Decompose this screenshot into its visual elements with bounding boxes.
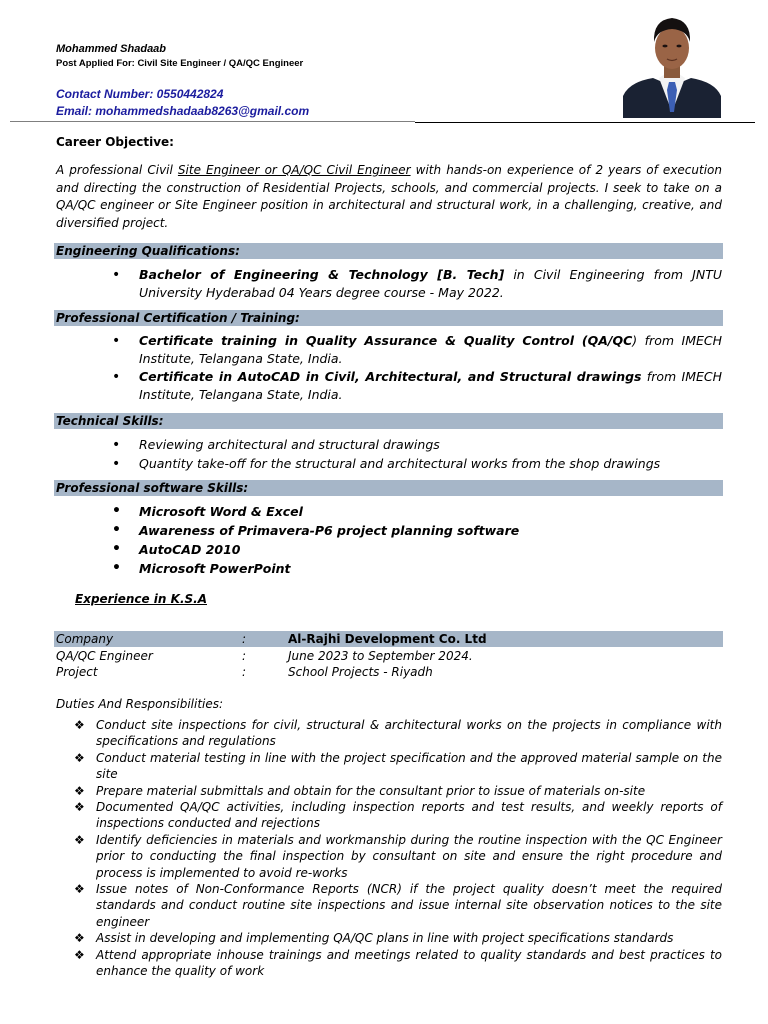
row-separator: : [242,649,247,663]
diamond-bullet-icon: ❖ [74,947,85,962]
list-item: • Microsoft Word & Excel [112,502,722,521]
certification-heading: Professional Certification / Training: [54,310,723,326]
list-item: ❖ Conduct site inspections for civil, structural & architectural works on the projects in compliance with specifications and regulations [74,718,722,749]
career-objective-heading: Career Objective: [56,135,174,149]
row-value: Al-Rajhi Development Co. Ltd [288,632,487,646]
list-item: • Awareness of Primavera-P6 project planning software [112,521,722,540]
technical-skills-list [112,436,722,473]
row-separator: : [242,632,247,646]
qualifications-heading: Engineering Qualifications: [54,243,723,259]
header-divider-left [10,121,415,122]
diamond-bullet-icon: ❖ [74,750,85,765]
diamond-bullet-icon: ❖ [74,832,85,847]
row-value: School Projects - Riyadh [288,665,433,679]
experience-row-company [54,631,723,647]
career-objective-text: A professional Civil Site Engineer or QA/QC Civil Engineer with hands-on experience of 2 years of execution and directing the construction of Residential Projects, schools, and commercial projects. I seek to take on a QA/QC engineer or Site Engineer position in architectural and structural work, in a challenging, creative, and diversified project. [56,163,722,230]
qualifications-list [112,266,722,302]
profile-photo [623,12,721,118]
row-label: QA/QC Engineer [56,649,153,663]
software-skills-heading: Professional software Skills: [54,480,723,496]
email-address: Email: mohammedshadaab8263@gmail.com [56,104,310,118]
diamond-bullet-icon: ❖ [74,882,85,897]
experience-heading: Experience in K.S.A [75,592,207,606]
list-item: ❖ Conduct material testing in line with the project specification and the approved material sample on the site [74,750,722,782]
list-item: • Reviewing architectural and structural drawings [112,436,722,454]
list-item: • AutoCAD 2010 [112,540,722,559]
diamond-bullet-icon: ❖ [74,931,85,946]
row-label: Company [56,632,114,646]
list-item: ❖ Prepare material submittals and obtain for the consultant prior to issue of materials on-site [74,783,646,798]
row-value: June 2023 to September 2024. [288,649,473,663]
list-item: ❖ Documented QA/QC activities, including inspection reports and test results, and weekly reports of inspections conducted and rejections [74,800,722,831]
experience-row-project [54,664,723,680]
diamond-bullet-icon: ❖ [74,800,85,815]
row-separator: : [242,665,247,679]
row-label: Project [56,665,98,679]
list-item: • Certificate training in Quality Assurance & Quality Control (QA/QC) from IMECH Institute, Telangana State, India. [112,332,722,368]
list-item: ❖ Identify deficiencies in materials and workmanship during the routine inspection with the QC Engineer prior to conducting the final inspection by consultant on site and ensure the right procedure and process is implemented to avoid re-works [74,832,722,880]
list-item: • Microsoft PowerPoint [112,559,722,578]
certification-list [112,332,722,404]
software-skills-list [112,502,722,578]
list-item: • Quantity take-off for the structural and architectural works from the shop drawings [112,455,722,473]
list-item: ❖ Issue notes of Non-Conformance Reports (NCR) if the project quality doesn’t meet the required standards and conduct routine site inspections and issue internal site observation notices to the site engineer [74,882,722,929]
contact-number: Contact Number: 0550442824 [56,87,224,101]
post-applied: Post Applied For: Civil Site Engineer / QA/QC Engineer [56,58,304,69]
candidate-name: Mohammed Shadaab [56,43,167,55]
duties-list [74,717,722,980]
list-item: • Certificate in AutoCAD in Civil, Architectural, and Structural drawings from IMECH Institute, Telangana State, India. [112,368,722,404]
header-divider-right [415,122,755,123]
diamond-bullet-icon: ❖ [74,718,85,732]
diamond-bullet-icon: ❖ [74,783,85,798]
duties-heading: Duties And Responsibilities: [56,697,224,711]
technical-skills-heading: Technical Skills: [54,413,723,429]
list-item: ❖ Attend appropriate inhouse trainings and meetings related to quality standards and best practices to enhance the quality of work [74,947,722,979]
list-item: • Bachelor of Engineering & Technology [B. Tech] in Civil Engineering from JNTU University Hyderabad 04 Years degree course - May 2022. [112,266,722,302]
experience-row-role [54,648,723,664]
list-item: ❖ Assist in developing and implementing QA/QC plans in line with project specifications standards [74,931,674,946]
